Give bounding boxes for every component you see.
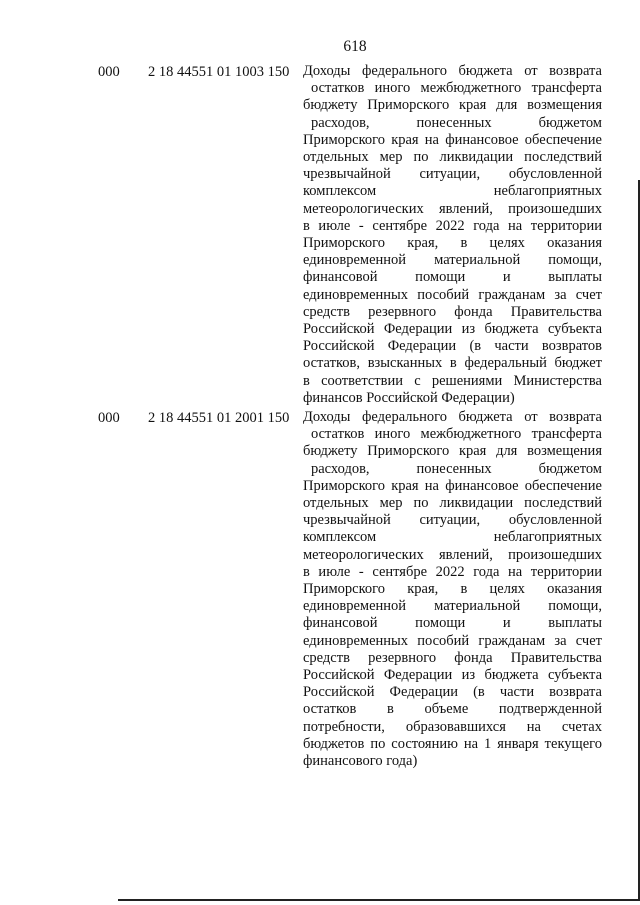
description-line: Приморского края на финансовое обеспечение <box>303 131 602 148</box>
description-line: бюджетов по состоянию на 1 января текущего <box>303 735 602 752</box>
description-line: Российской Федерации из бюджета субъекта <box>303 321 602 338</box>
description-line: финансового года) <box>303 753 418 770</box>
description-line: в июле - сентябре 2022 года на территории <box>303 217 602 234</box>
description-line: Приморского края, в целях оказания <box>303 235 602 252</box>
description-line: остатков в объеме подтвержденной <box>303 701 602 718</box>
description-line: единовременных пособий гражданам за счет <box>303 632 602 649</box>
description-line: метеорологических явлений, произошедших <box>303 200 602 217</box>
description-line: средств резервного фонда Правительства <box>303 303 602 320</box>
admin-code: 000 <box>98 410 120 426</box>
description-line: потребности, образовавшихся на счетах <box>303 718 602 735</box>
description-line: расходов, понесенных бюджетом <box>311 460 602 477</box>
description-line: отдельных мер по ликвидации последствий <box>303 495 602 512</box>
description-line: единовременной материальной помощи, <box>303 252 602 269</box>
description-line: комплексом неблагоприятных <box>303 529 602 546</box>
budget-classification-code: 2 18 44551 01 2001 150 <box>148 410 290 426</box>
description-line: в соответствии с решениями Министерства <box>303 372 602 389</box>
description-line: Российской Федерации (в части возврата <box>303 684 602 701</box>
description-line: Приморского края, в целях оказания <box>303 581 602 598</box>
description-line: чрезвычайной ситуации, обусловленной <box>303 166 602 183</box>
description-line: чрезвычайной ситуации, обусловленной <box>303 512 602 529</box>
description-line: Доходы федерального бюджета от возврата <box>303 409 602 425</box>
description-line: финансов Российской Федерации) <box>303 389 515 406</box>
description-line: в июле - сентябре 2022 года на территории <box>303 563 602 580</box>
description-line: расходов, понесенных бюджетом <box>311 114 602 131</box>
description-line: Российской Федерации (в части возвратов <box>303 338 602 355</box>
description-line: средств резервного фонда Правительства <box>303 649 602 666</box>
description-line: бюджету Приморского края для возмещения <box>303 97 602 114</box>
description-line: финансовой помощи и выплаты <box>303 615 602 632</box>
description-line: финансовой помощи и выплаты <box>303 269 602 286</box>
description-line: комплексом неблагоприятных <box>303 183 602 200</box>
budget-classification-code: 2 18 44551 01 1003 150 <box>148 64 290 80</box>
description-line: остатков иного межбюджетного трансферта <box>311 80 602 97</box>
scan-edge-bottom <box>118 899 640 901</box>
description-line: единовременных пособий гражданам за счет <box>303 286 602 303</box>
description-line: остатков иного межбюджетного трансферта <box>311 426 602 443</box>
income-description <box>303 409 602 770</box>
description-line: остатков, взысканных в федеральный бюджет <box>303 355 602 372</box>
description-line: отдельных мер по ликвидации последствий <box>303 149 602 166</box>
description-line: Российской Федерации из бюджета субъекта <box>303 667 602 684</box>
admin-code: 000 <box>98 64 120 80</box>
description-line: бюджету Приморского края для возмещения <box>303 443 602 460</box>
description-line: Доходы федерального бюджета от возврата <box>303 63 602 79</box>
description-line: Приморского края на финансовое обеспечение <box>303 477 602 494</box>
description-line: единовременной материальной помощи, <box>303 598 602 615</box>
description-line: метеорологических явлений, произошедших <box>303 546 602 563</box>
income-description <box>303 63 602 407</box>
page-number: 618 <box>343 38 367 55</box>
